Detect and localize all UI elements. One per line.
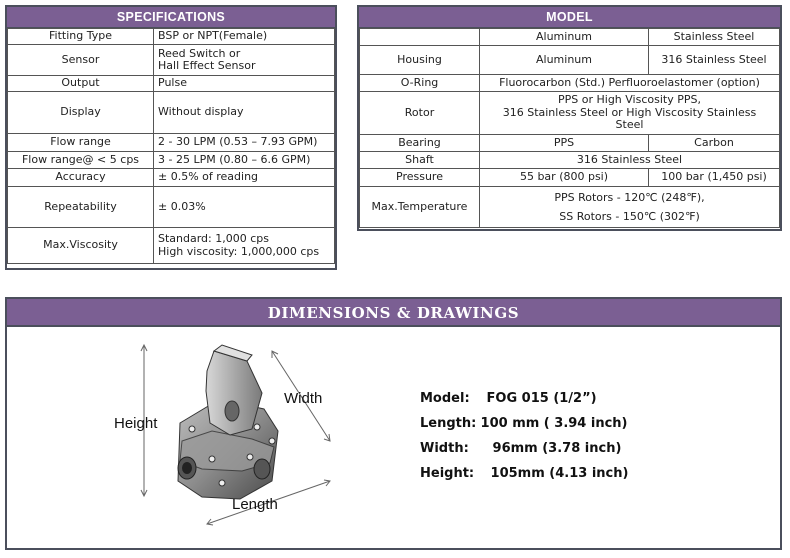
model-value: 100 bar (1,450 psi) [649, 169, 780, 187]
width-label: Width [284, 390, 323, 407]
spec-label: Repeatability [8, 187, 154, 228]
dimension-key: Height: [420, 466, 475, 481]
dimension-key: Width: [420, 441, 469, 456]
max-temp-line: SS Rotors - 150℃ (302℉) [559, 210, 700, 223]
spec-label: Flow range@ < 5 cps [8, 152, 154, 169]
dimensions-panel [5, 297, 782, 550]
dimension-row-length [420, 411, 628, 436]
model-label: O-Ring [360, 75, 480, 92]
dimension-value: 100 mm ( 3.94 inch) [480, 416, 628, 431]
specifications-panel [5, 5, 337, 270]
model-table [359, 28, 780, 228]
table-row [360, 92, 780, 135]
table-row [8, 187, 335, 228]
spec-label: Max.Viscosity [8, 228, 154, 264]
flowmeter-body [178, 345, 278, 499]
spec-value: 3 - 25 LPM (0.80 – 6.6 GPM) [154, 152, 335, 169]
table-row [360, 46, 780, 75]
column-header-stainless: Stainless Steel [649, 29, 780, 46]
table-row [360, 135, 780, 152]
model-label: Pressure [360, 169, 480, 187]
model-label: Rotor [360, 92, 480, 135]
table-row [360, 75, 780, 92]
dimension-value: 105mm (4.13 inch) [490, 466, 629, 481]
spec-label: Display [8, 92, 154, 134]
dimension-specs [420, 386, 628, 486]
length-label: Length [232, 496, 278, 513]
spec-value: Reed Switch or Hall Effect Sensor [154, 45, 335, 76]
max-temp-line: PPS Rotors - 120℃ (248℉), [554, 191, 705, 204]
dimension-row-model [420, 386, 628, 411]
model-label: Housing [360, 46, 480, 75]
table-row [8, 152, 335, 169]
table-row [360, 152, 780, 169]
spec-value: Pulse [154, 76, 335, 92]
height-label: Height [114, 415, 158, 432]
spec-value: ± 0.5% of reading [154, 169, 335, 187]
model-label: Bearing [360, 135, 480, 152]
dimension-key: Length: [420, 416, 477, 431]
spec-value: Standard: 1,000 cps High viscosity: 1,000,000 cps [154, 228, 335, 264]
dimensions-title: DIMENSIONS & DRAWINGS [7, 299, 780, 327]
model-label: Max.Temperature [360, 187, 480, 228]
model-value: 316 Stainless Steel [480, 152, 780, 169]
flowmeter-drawing [102, 331, 432, 546]
table-row [360, 187, 780, 228]
table-row [8, 134, 335, 152]
dimension-row-width [420, 436, 628, 461]
dimension-value: FOG 015 (1/2”) [486, 391, 597, 406]
table-row [8, 228, 335, 264]
model-value [480, 187, 780, 228]
spec-value: BSP or NPT(Female) [154, 29, 335, 45]
table-row [360, 29, 780, 46]
model-value: Carbon [649, 135, 780, 152]
spec-label: Output [8, 76, 154, 92]
model-value: Aluminum [480, 46, 649, 75]
spec-label: Sensor [8, 45, 154, 76]
model-value: Fluorocarbon (Std.) Perfluoroelastomer (option) [480, 75, 780, 92]
table-row [8, 29, 335, 45]
spec-value: ± 0.03% [154, 187, 335, 228]
dimension-value: 96mm (3.78 inch) [492, 441, 622, 456]
spec-value: Without display [154, 92, 335, 134]
spec-value: 2 - 30 LPM (0.53 – 7.93 GPM) [154, 134, 335, 152]
spec-label: Accuracy [8, 169, 154, 187]
dimension-row-height [420, 461, 628, 486]
table-row [8, 92, 335, 134]
model-label: Shaft [360, 152, 480, 169]
model-value: PPS [480, 135, 649, 152]
table-row [8, 169, 335, 187]
model-title: MODEL [359, 7, 780, 28]
empty-cell [360, 29, 480, 46]
column-header-aluminum: Aluminum [480, 29, 649, 46]
specifications-title: SPECIFICATIONS [7, 7, 335, 28]
table-row [360, 169, 780, 187]
model-panel [357, 5, 782, 231]
spec-label: Fitting Type [8, 29, 154, 45]
spec-label: Flow range [8, 134, 154, 152]
table-row [8, 45, 335, 76]
dimension-key: Model: [420, 391, 470, 406]
table-row [8, 76, 335, 92]
model-value: PPS or High Viscosity PPS, 316 Stainless Steel or High Viscosity Stainless Steel [480, 92, 780, 135]
model-value: 55 bar (800 psi) [480, 169, 649, 187]
model-value: 316 Stainless Steel [649, 46, 780, 75]
specifications-table [7, 28, 335, 264]
